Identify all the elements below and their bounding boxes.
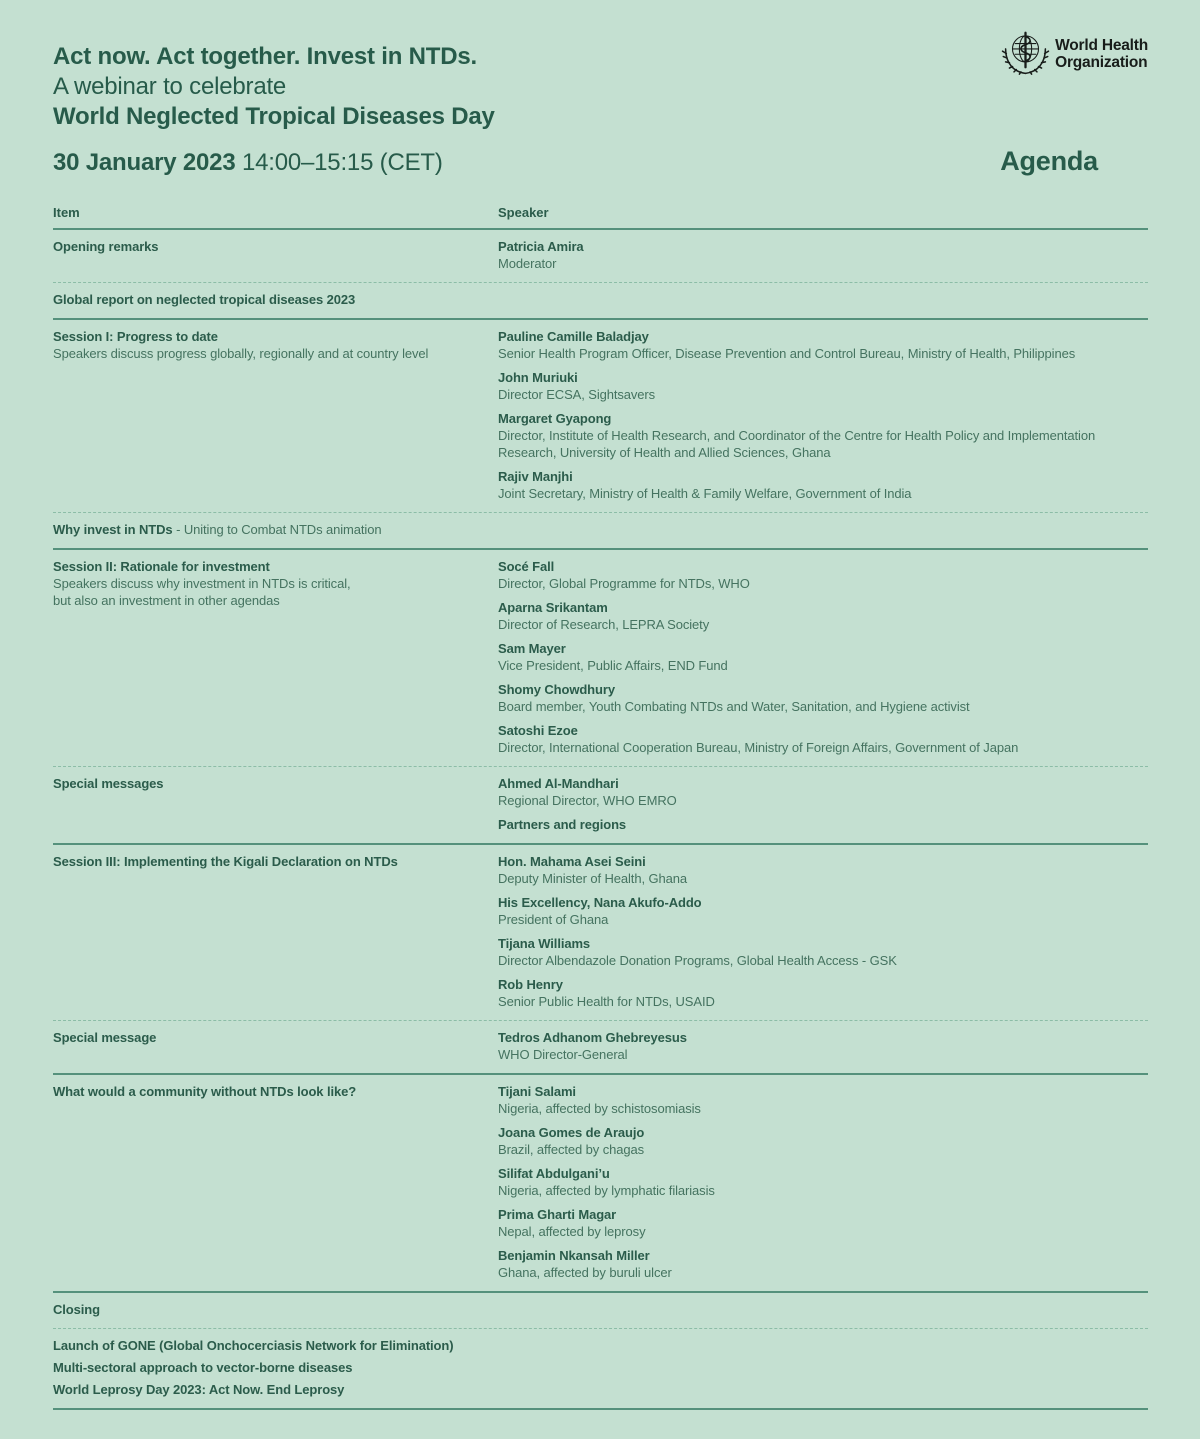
speaker-name: Ahmed Al-Mandhari <box>498 776 619 791</box>
speaker-name: John Muriuki <box>498 370 578 385</box>
speaker-entry <box>498 1083 1148 1117</box>
item-cell <box>53 558 498 756</box>
speaker-name: Socé Fall <box>498 559 555 574</box>
speaker-entry <box>498 894 1148 928</box>
table-row <box>53 1075 1148 1293</box>
speaker-cell <box>498 1029 1148 1063</box>
item-title: Opening remarks <box>53 239 159 254</box>
agenda-heading: Agenda <box>1000 146 1098 176</box>
speaker-cell <box>498 238 1148 272</box>
table-row <box>53 1293 1148 1329</box>
agenda-rows <box>53 230 1148 1410</box>
speaker-entry <box>498 722 1148 756</box>
item-title: Session III: Implementing the Kigali Declaration on NTDs <box>53 854 398 869</box>
speaker-role: WHO Director-General <box>498 1047 628 1062</box>
who-logo <box>1001 29 1148 78</box>
speaker-name: Satoshi Ezoe <box>498 723 578 738</box>
speaker-role: Ghana, affected by buruli ulcer <box>498 1265 672 1280</box>
item-cell <box>53 1337 1148 1398</box>
speaker-entry <box>498 1165 1148 1199</box>
speaker-name: Hon. Mahama Asei Seini <box>498 854 646 869</box>
item-title: Global report on neglected tropical diseases 2023 <box>53 292 356 307</box>
speaker-role: Senior Public Health for NTDs, USAID <box>498 994 715 1009</box>
speaker-entry <box>498 976 1148 1010</box>
speaker-entry <box>498 1029 1148 1063</box>
item-title-line <box>53 521 1123 538</box>
speaker-entry <box>498 599 1148 633</box>
item-title-line <box>53 238 473 255</box>
speaker-role: Director Albendazole Donation Programs, Global Health Access - GSK <box>498 953 897 968</box>
speaker-role: Vice President, Public Affairs, END Fund <box>498 658 728 673</box>
item-description: Speakers discuss why investment in NTDs is critical, <box>53 576 351 591</box>
speaker-role: Nigeria, affected by lymphatic filariasis <box>498 1183 715 1198</box>
item-title: Session I: Progress to date <box>53 329 218 344</box>
speaker-cell <box>498 775 1148 833</box>
table-row <box>53 767 1148 845</box>
speaker-entry <box>498 238 1148 272</box>
page-header <box>53 36 1148 178</box>
item-cell <box>53 1029 498 1063</box>
speaker-entry <box>498 640 1148 674</box>
speaker-entry <box>498 853 1148 887</box>
speaker-entry <box>498 1206 1148 1240</box>
table-header-row <box>53 199 1148 230</box>
table-row <box>53 513 1148 550</box>
page-title: Act now. Act together. Invest in NTDs. <box>53 43 478 70</box>
item-cell <box>53 1301 1148 1318</box>
speaker-name: Aparna Srikantam <box>498 600 608 615</box>
table-row <box>53 1329 1148 1410</box>
speaker-cell <box>498 1083 1148 1281</box>
speaker-name: His Excellency, Nana Akufo-Addo <box>498 895 702 910</box>
item-title: Why invest in NTDs <box>53 522 173 537</box>
event-date: 30 January 2023 <box>53 149 236 176</box>
speaker-name: Rob Henry <box>498 977 563 992</box>
speaker-role: Board member, Youth Combating NTDs and Water, Sanitation, and Hygiene activist <box>498 699 970 714</box>
speaker-role: Director of Research, LEPRA Society <box>498 617 710 632</box>
speaker-entry <box>498 1247 1148 1281</box>
title-block <box>53 42 1148 178</box>
item-title: What would a community without NTDs look like? <box>53 1084 357 1099</box>
item-cell <box>53 238 498 272</box>
speaker-role: Nigeria, affected by schistosomiasis <box>498 1101 701 1116</box>
speaker-name: Prima Gharti Magar <box>498 1207 617 1222</box>
item-cell <box>53 775 498 833</box>
speaker-role: Brazil, affected by chagas <box>498 1142 645 1157</box>
speaker-entry <box>498 369 1148 403</box>
speaker-cell <box>498 328 1148 502</box>
table-row <box>53 550 1148 767</box>
speaker-cell <box>498 853 1148 1010</box>
table-row <box>53 283 1148 320</box>
who-logo-line1: World Health <box>1055 36 1148 54</box>
speaker-role: Director, Institute of Health Research, and Coordinator of the Centre for Health Policy and Implementation Research, University of Health and Allied Sciences, Ghana <box>498 428 1096 460</box>
speaker-name: Benjamin Nkansah Miller <box>498 1248 650 1263</box>
item-cell <box>53 853 498 1010</box>
item-title: Session II: Rationale for investment <box>53 559 270 574</box>
speaker-role: Moderator <box>498 256 557 271</box>
who-logo-line2: Organization <box>1055 53 1148 71</box>
date-row <box>53 146 1148 178</box>
item-title-line <box>53 1083 473 1100</box>
item-title-line <box>53 328 473 345</box>
speaker-name: Sam Mayer <box>498 641 566 656</box>
item-title: Special message <box>53 1030 157 1045</box>
item-title-line <box>53 1301 1123 1318</box>
speaker-name: Margaret Gyapong <box>498 411 612 426</box>
item-cell <box>53 521 1148 538</box>
speaker-role: Senior Health Program Officer, Disease Prevention and Control Bureau, Ministry of Health, Philippines <box>498 346 1076 361</box>
speaker-role: Director, International Cooperation Bureau, Ministry of Foreign Affairs, Government of Japan <box>498 740 1019 755</box>
event-time: 14:00–15:15 (CET) <box>235 149 443 176</box>
speaker-entry <box>498 775 1148 809</box>
page-subtitle: A webinar to celebrate <box>53 73 287 100</box>
speaker-role: Deputy Minister of Health, Ghana <box>498 871 688 886</box>
item-title-line <box>53 1029 473 1046</box>
speaker-name: Rajiv Manjhi <box>498 469 573 484</box>
speaker-role: Director, Global Programme for NTDs, WHO <box>498 576 750 591</box>
who-logo-text <box>1055 37 1148 71</box>
speaker-entry <box>498 328 1148 362</box>
speaker-name: Partners and regions <box>498 817 627 832</box>
speaker-name: Joana Gomes de Araujo <box>498 1125 645 1140</box>
item-cell <box>53 328 498 502</box>
speaker-entry <box>498 468 1148 502</box>
speaker-name: Tedros Adhanom Ghebreyesus <box>498 1030 687 1045</box>
item-cell <box>53 291 1148 308</box>
speaker-cell <box>498 558 1148 756</box>
item-title: Multi-sectoral approach to vector-borne diseases <box>53 1360 353 1375</box>
table-row <box>53 230 1148 283</box>
table-row <box>53 845 1148 1021</box>
item-title: World Leprosy Day 2023: Act Now. End Leprosy <box>53 1382 345 1397</box>
item-title-line <box>53 558 473 575</box>
column-header-speaker: Speaker <box>498 205 549 220</box>
speaker-entry <box>498 681 1148 715</box>
column-header-item: Item <box>53 205 80 220</box>
event-datetime <box>53 148 443 178</box>
speaker-name: Silifat Abdulgani’u <box>498 1166 610 1181</box>
agenda-table <box>53 199 1148 1410</box>
table-row <box>53 320 1148 513</box>
speaker-role: Nepal, affected by leprosy <box>498 1224 646 1239</box>
item-title-line <box>53 853 473 870</box>
item-description: but also an investment in other agendas <box>53 593 280 608</box>
speaker-entry <box>498 558 1148 592</box>
event-name: World Neglected Tropical Diseases Day <box>53 103 495 130</box>
item-description: Speakers discuss progress globally, regionally and at country level <box>53 346 429 361</box>
item-title-line <box>53 291 1123 308</box>
item-suffix: - Uniting to Combat NTDs animation <box>172 522 382 537</box>
item-title: Closing <box>53 1302 100 1317</box>
speaker-role: Joint Secretary, Ministry of Health & Family Welfare, Government of India <box>498 486 912 501</box>
item-cell <box>53 1083 498 1281</box>
item-title: Launch of GONE (Global Onchocerciasis Network for Elimination) <box>53 1338 454 1353</box>
speaker-name: Pauline Camille Baladjay <box>498 329 649 344</box>
speaker-role: Director ECSA, Sightsavers <box>498 387 656 402</box>
speaker-entry <box>498 816 1148 833</box>
table-row <box>53 1021 1148 1075</box>
who-emblem-icon <box>1001 29 1050 78</box>
speaker-role: President of Ghana <box>498 912 609 927</box>
speaker-entry <box>498 410 1148 461</box>
speaker-entry <box>498 935 1148 969</box>
speaker-role: Regional Director, WHO EMRO <box>498 793 677 808</box>
speaker-entry <box>498 1124 1148 1158</box>
speaker-name: Tijana Williams <box>498 936 591 951</box>
speaker-name: Shomy Chowdhury <box>498 682 615 697</box>
speaker-name: Patricia Amira <box>498 239 584 254</box>
item-title: Special messages <box>53 776 164 791</box>
speaker-name: Tijani Salami <box>498 1084 576 1099</box>
item-title-line <box>53 775 473 792</box>
